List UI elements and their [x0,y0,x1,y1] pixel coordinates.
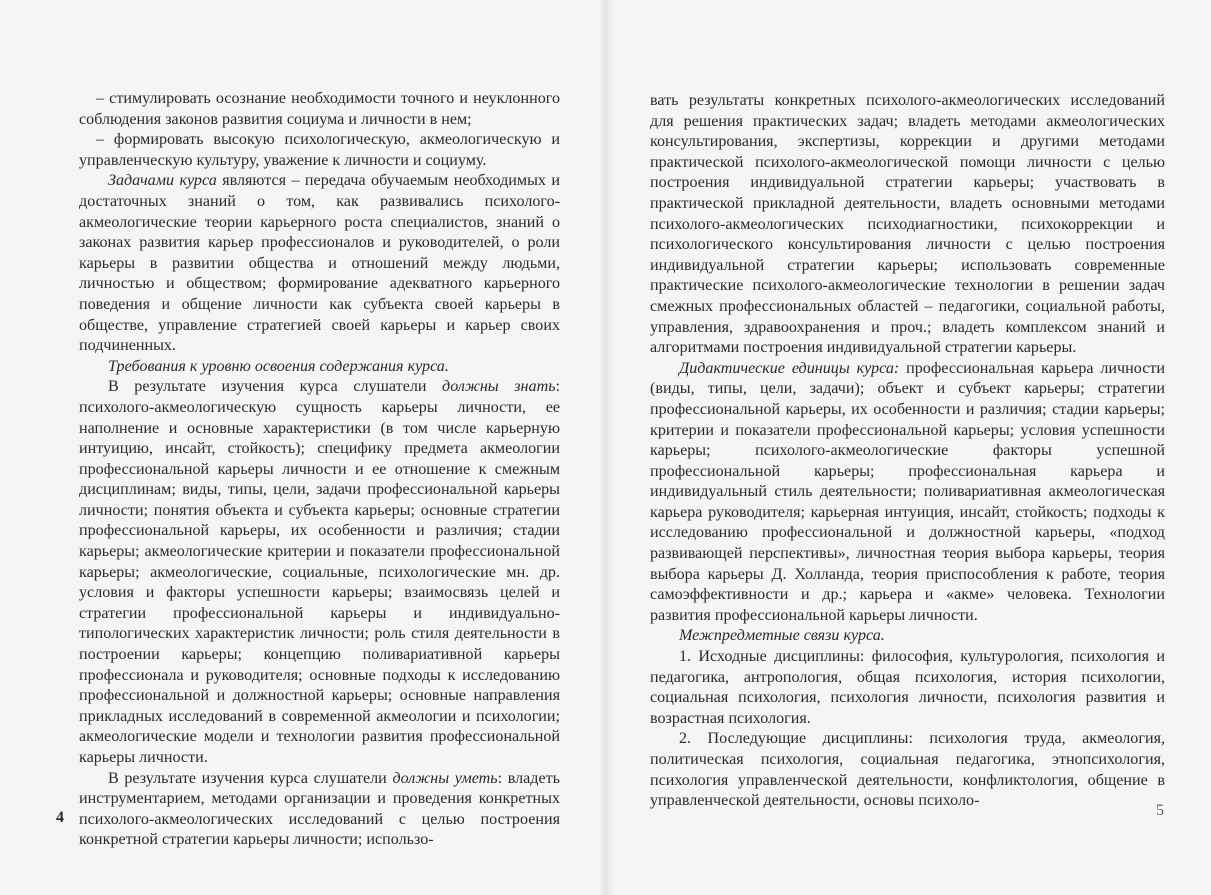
paragraph: 1. Исходные дисциплины: философия, культурология, психология и педагогика, антропология, общая психология, история психологии, социальная психология, психология личности, психология развития и возрастная психология. [650,648,1165,727]
emphasis: должны знать [442,378,556,396]
paragraph [79,377,560,768]
paragraph-text: В результате изучения курса слушатели [108,378,443,396]
paragraph-text: : психолого-акмеологическую сущность карьеры личности, ее наполнение и основные характеристики (в том числе карьерную интуицию, инсайт, стойкость); специфику предмета акмеологии профессиональной карьеры личности и ее отношение к смежным дисциплинам; виды, типы, цели, задачи профессиональной карьеры личности; понятия объекта и субъекта карьеры; основные стратегии профессиональной карьеры, их особенности и различия; стадии карьеры; акмеологические критерии и показатели профессиональной карьеры; акмеологические, социальные, психологические мн. др. условия и факторы успешности карьеры; взаимосвязь целей и стратегии профессиональной карьеры и индивидуально-типологических характеристик личности; роль стиля деятельности в построении карьеры; концепцию поливариативной карьеры профессионала и руководителя; основные подходы к исследованию профессиональной и должностной карьеры; основные направления прикладных исследований в современной акмеологии и психологии; акмеологические модели и технологии развития профессиональной карьеры личности. [79,378,561,766]
emphasis: Дидактические единицы курса: [679,359,900,377]
emphasis: должны уметь [392,769,498,787]
paragraph-text: В результате изучения курса слушатели [108,769,393,787]
paragraph-text: : владеть инструментарием, методами организации и проведения конкретных психолого-акмеологических исследований с целью построения конкретной стратегии карьеры личности; использо- [79,769,560,849]
paragraph [650,359,1165,627]
paragraph: – стимулировать осознание необходимости точного и неуклонного соблюдения законов развития социума и личности в нем; [79,90,560,128]
emphasis: Задачами курса [108,172,217,190]
page-number: 5 [1156,802,1164,819]
paragraph: вать результаты конкретных психолого-акмеологических исследований для решения практических задач; владеть методами акмеологических консультирования, экспертизы, коррекции и другими методами практической психолого-акмеологической помощи личности с целью построения индивидуальной стратегии карьеры; участвовать в практической прикладной деятельности, владеть основными методами психолого-акмеологических психодиагностики, психокоррекции и психологического консультирования личности с целью построения индивидуальной стратегии карьеры; использовать современные практические психолого-акмеологические технологии в решении задач смежных профессиональных областей – педагогики, социальной работы, управления, здравоохранения и проч.; владеть комплексом знаний и алгоритмами построения индивидуальной стратегии карьеры. [650,92,1165,357]
paragraph: – формировать высокую психологическую, акмеологическую и управленческую культуру, уважение к личности и социуму. [79,131,560,169]
paragraph-text: профессиональная карьера личности (виды, типы, цели, задачи); объект и субъект карьеры; стратегии профессиональной карьеры, их особенности и различия; стадии карьеры; критерии и показатели профессиональной карьеры; условия успешности карьеры; психолого-акмеологические факторы успешной профессиональной карьеры; профессиональная карьера и индивидуальный стиль деятельности; поливариативная акмеологическая карьера руководителя; карьерная интуиция, инсайт, стойкость; подходы к исследованию профессиональной и должностной карьеры, «подход развивающей перспективы», личностная теория выбора карьеры, теория выбора карьеры Д. Холланда, теория приспособления к работе, теория самоэффективности и др.; карьера и «акме» человека. Технологии развития профессиональной карьеры личности. [650,359,1165,624]
paragraph [79,769,560,851]
section-heading: Требования к уровню освоения содержания курса. [108,357,449,375]
left-page-text [79,89,560,851]
section-heading: Межпредметные связи курса. [679,627,885,645]
right-page-text [650,91,1165,812]
paragraph [79,171,560,356]
page-number: 4 [56,809,64,826]
paragraph-text: являются – передача обучаемым необходимых и достаточных знаний о том, как развивались психолого-акмеологические теории карьерного роста специалистов, знаний о законах развития карьер профессионалов и руководителей, о роли карьеры в развитии общества и отношений между людьми, личностью и обществом; формирование адекватного карьерного поведения и общение личности как субъекта своей карьеры в обществе, управление стратегией своей карьеры и карьер своих подчиненных. [79,172,560,355]
paragraph: 2. Последующие дисциплины: психология труда, акмеология, политическая психология, социальная педагогика, этнопсихология, психология управленческой деятельности, конфликтология, общение в управленческой деятельности, основы психоло- [650,730,1165,810]
book-gutter-shadow [598,0,614,895]
